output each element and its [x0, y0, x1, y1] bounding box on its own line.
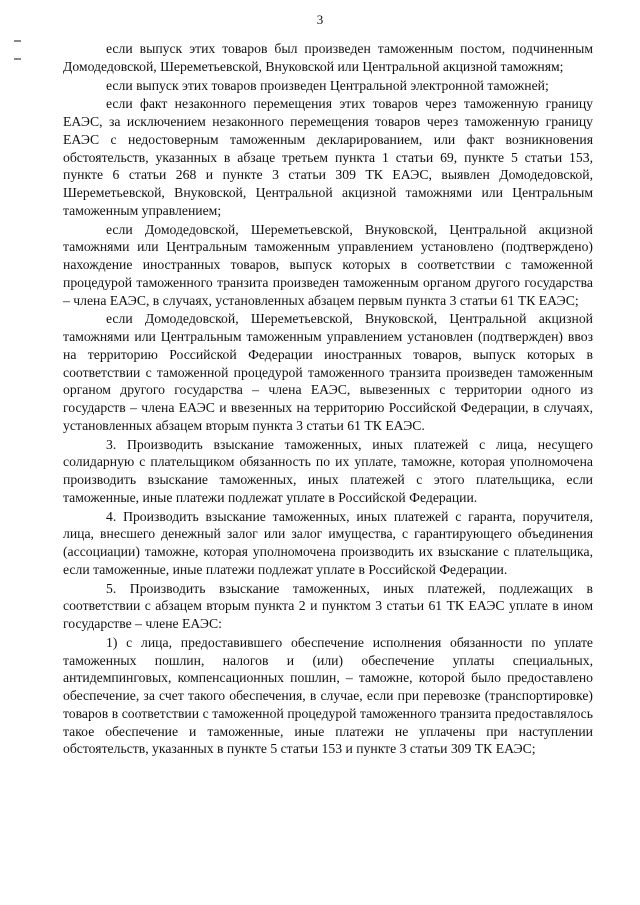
paragraph-3: если факт незаконного перемещения этих товаров через таможенную границу ЕАЭС, за исключением незаконного перемещения товаров через таможенную границу ЕАЭС с недостоверным таможенным декларированием, или факт возникновения обстоятельств, указанных в абзаце третьем пункта 1 статьи 69, пункте 5 статьи 153, пункте 6 статьи 268 и пункте 3 статьи 309 ТК ЕАЭС, выявлен Домодедовской, Шереметьевской, Внуковской, Центральной акцизной таможнями или Центральным таможенным управлением;: [63, 96, 593, 218]
paragraph-5: если Домодедовской, Шереметьевской, Внуковской, Центральной акцизной таможнями или Центральным таможенным управлением установлен (подтвержден) ввоз на территорию Российской Федерации иностранных товаров, выпуск которых в соответствии с таможенной процедурой таможенного транзита произведен таможенным органом другого государства – члена ЕАЭС, вывезенных с территории одного из государств – члена ЕАЭС и ввезенных на территорию Российской Федерации, в случаях, установленных абзацем вторым пункта 3 статьи 61 ТК ЕАЭС.: [63, 311, 593, 433]
paragraph-6: 3. Производить взыскание таможенных, иных платежей с лица, несущего солидарную с плательщиком обязанность по их уплате, таможне, которая уполномочена производить взыскание таможенных, иных платежей с этого плательщика, если таможенные, иные платежи подлежат уплате в Российской Федерации.: [63, 436, 593, 505]
paragraph-1: если выпуск этих товаров был произведен таможенным постом, подчиненным Домодедовской, Шереметьевской, Внуковской или Центральной акцизной таможням;: [63, 41, 593, 74]
page-number: 3: [316, 12, 324, 27]
paragraph-7: 4. Производить взыскание таможенных, иных платежей с гаранта, поручителя, лица, внесшего денежный залог или залог имущества, с гарантирующего объединения (ассоциации) таможне, которая уполномочена производить их взыскание с плательщика, если таможенные, иные платежи подлежат уплате в Российской Федерации.: [63, 508, 593, 577]
paragraph-8: 5. Производить взыскание таможенных, иных платежей, подлежащих в соответствии с абзацем вторым пункта 2 и пунктом 3 статьи 61 ТК ЕАЭС уплате в ином государстве – члене ЕАЭС:: [63, 580, 593, 631]
scan-edge-mark: [14, 40, 21, 42]
document-body: [63, 40, 593, 758]
paragraph-2: если выпуск этих товаров произведен Центральной электронной таможней;: [106, 77, 549, 93]
paragraph-4: если Домодедовской, Шереметьевской, Внуковской, Центральной акцизной таможнями или Центральным таможенным управлением установлено (подтверждено) нахождение иностранных товаров, выпуск которых в соответствии с таможенной процедурой таможенного транзита произведен таможенным органом другого государства – члена ЕАЭС, в случаях, установленных абзацем первым пункта 3 статьи 61 ТК ЕАЭС;: [63, 221, 593, 308]
paragraph-9: 1) с лица, предоставившего обеспечение исполнения обязанности по уплате таможенных пошлин, налогов и (или) обеспечение уплаты специальных, антидемпинговых, компенсационных пошлин, – таможне, которой было предоставлено обеспечение, за счет такого обеспечения, в случае, если при перевозке (транспортировке) товаров в соответствии с таможенной процедурой таможенного транзита предоставлялось такое обеспечение и таможенные, иные платежи не уплачены при наступлении обстоятельств, указанных в пункте 5 статьи 153 и пункте 3 статьи 309 ТК ЕАЭС;: [63, 634, 593, 757]
scan-edge-mark: [14, 58, 21, 60]
